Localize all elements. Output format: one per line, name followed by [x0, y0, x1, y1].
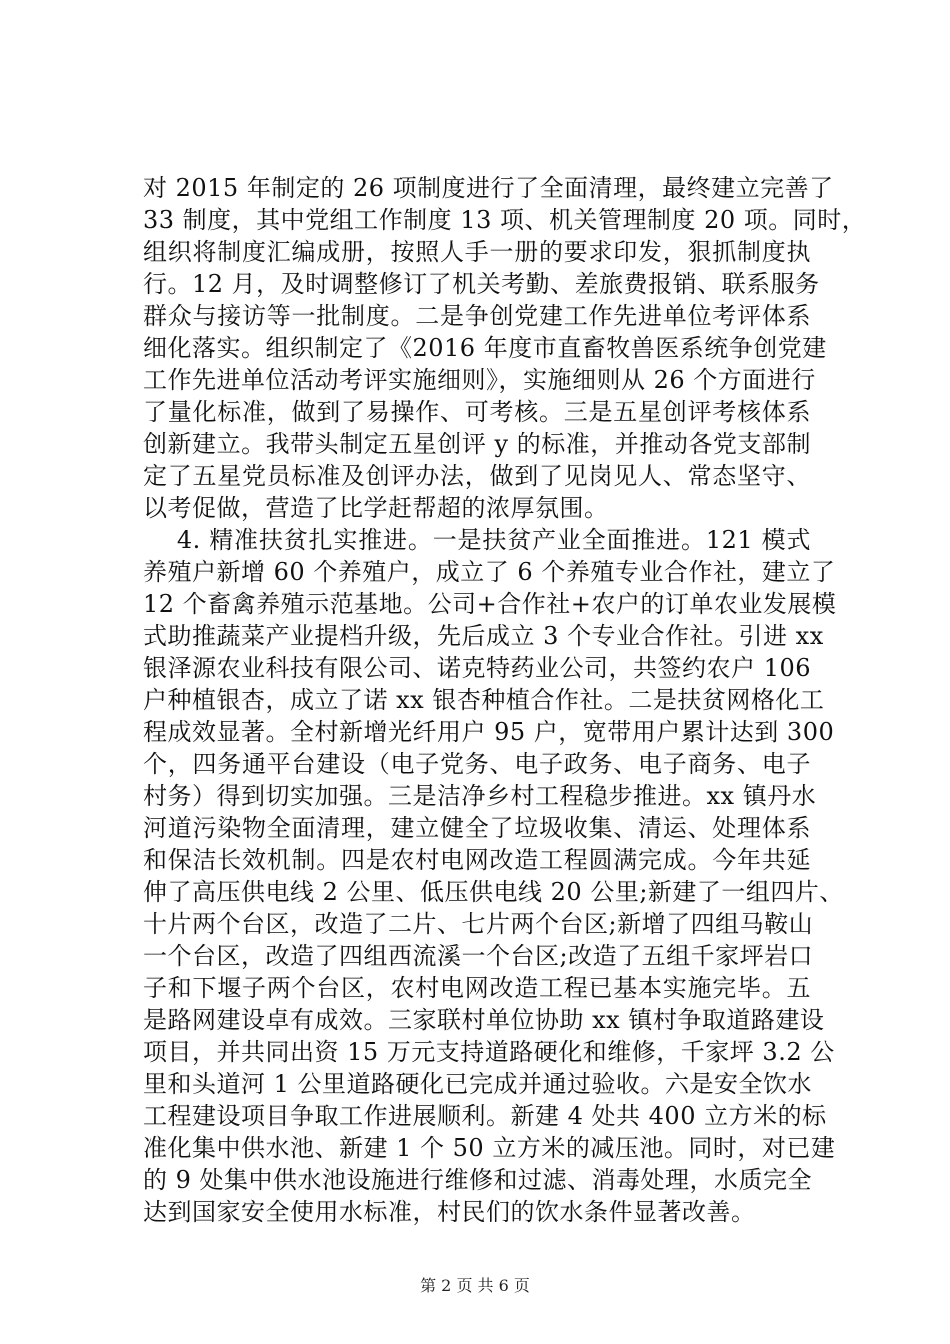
text-line: 4. 精准扶贫扎实推进。一是扶贫产业全面推进。121 模式: [143, 526, 811, 554]
text-line: 程成效显著。全村新增光纤用户 95 户，宽带用户累计达到 300: [143, 718, 835, 746]
text-line: 工程建设项目争取工作进展顺利。新建 4 处共 400 立方米的标: [143, 1102, 827, 1130]
text-line: 个，四务通平台建设（电子党务、电子政务、电子商务、电子: [143, 750, 811, 778]
text-line: 子和下堰子两个台区，农村电网改造工程已基本实施完毕。五: [143, 974, 811, 1002]
text-line: 一个台区，改造了四组西流溪一个台区;改造了五组千家坪岩口: [143, 942, 814, 970]
text-line: 创新建立。我带头制定五星创评 y 的标准，并推动各党支部制: [143, 430, 811, 458]
text-line: 伸了高压供电线 2 公里、低压供电线 20 公里;新建了一组四片、: [143, 878, 844, 906]
text-line: 了量化标准，做到了易操作、可考核。三是五星创评考核体系: [143, 398, 811, 426]
text-line: 是路网建设卓有成效。三家联村单位协助 xx 镇村争取道路建设: [143, 1006, 825, 1034]
text-line: 达到国家安全使用水标准，村民们的饮水条件显著改善。: [143, 1198, 756, 1226]
text-line: 准化集中供水池、新建 1 个 50 立方米的减压池。同时，对已建: [143, 1134, 836, 1162]
text-line: 户种植银杏，成立了诺 xx 银杏种植合作社。二是扶贫网格化工: [143, 686, 825, 714]
text-line: 的 9 处集中供水池设施进行维修和过滤、消毒处理，水质完全: [143, 1166, 813, 1194]
text-line: 定了五星党员标准及创评办法，做到了见岗见人、常态坚守、: [143, 462, 811, 490]
text-line: 群众与接访等一批制度。二是争创党建工作先进单位考评体系: [143, 302, 811, 330]
page-footer: 第 2 页 共 6 页: [420, 1276, 530, 1295]
text-line: 细化落实。组织制定了《2016 年度市直畜牧兽医系统争创党建: [143, 334, 827, 362]
text-line: 和保洁长效机制。四是农村电网改造工程圆满完成。今年共延: [143, 846, 811, 874]
text-line: 养殖户新增 60 个养殖户，成立了 6 个养殖专业合作社，建立了: [143, 558, 836, 586]
text-line: 十片两个台区，改造了二片、七片两个台区;新增了四组马鞍山: [143, 910, 814, 938]
text-line: 工作先进单位活动考评实施细则》，实施细则从 26 个方面进行: [143, 366, 816, 394]
text-line: 以考促做，营造了比学赶帮超的浓厚氛围。: [143, 494, 609, 522]
text-line: 里和头道河 1 公里道路硬化已完成并通过验收。六是安全饮水: [143, 1070, 813, 1098]
text-line: 河道污染物全面清理，建立健全了垃圾收集、清运、处理体系: [143, 814, 811, 842]
text-line: 村务）得到切实加强。三是洁净乡村工程稳步推进。xx 镇丹水: [143, 782, 817, 810]
text-line: 银泽源农业科技有限公司、诺克特药业公司，共签约农户 106: [143, 654, 811, 682]
text-line: 对 2015 年制定的 26 项制度进行了全面清理，最终建立完善了: [143, 174, 834, 202]
text-line: 项目，并共同出资 15 万元支持道路硬化和维修，千家坪 3.2 公: [143, 1038, 835, 1066]
body-text: [143, 172, 867, 1228]
text-line: 行。12 月，及时调整修订了机关考勤、差旅费报销、联系服务: [143, 270, 820, 298]
text-line: 33 制度，其中党组工作制度 13 项、机关管理制度 20 项。同时，: [143, 206, 867, 234]
text-line: 式助推蔬菜产业提档升级，先后成立 3 个专业合作社。引进 xx: [143, 622, 824, 650]
text-line: 12 个畜禽养殖示范基地。公司+合作社+农户的订单农业发展模: [143, 590, 837, 618]
text-line: 组织将制度汇编成册，按照人手一册的要求印发，狠抓制度执: [143, 238, 811, 266]
